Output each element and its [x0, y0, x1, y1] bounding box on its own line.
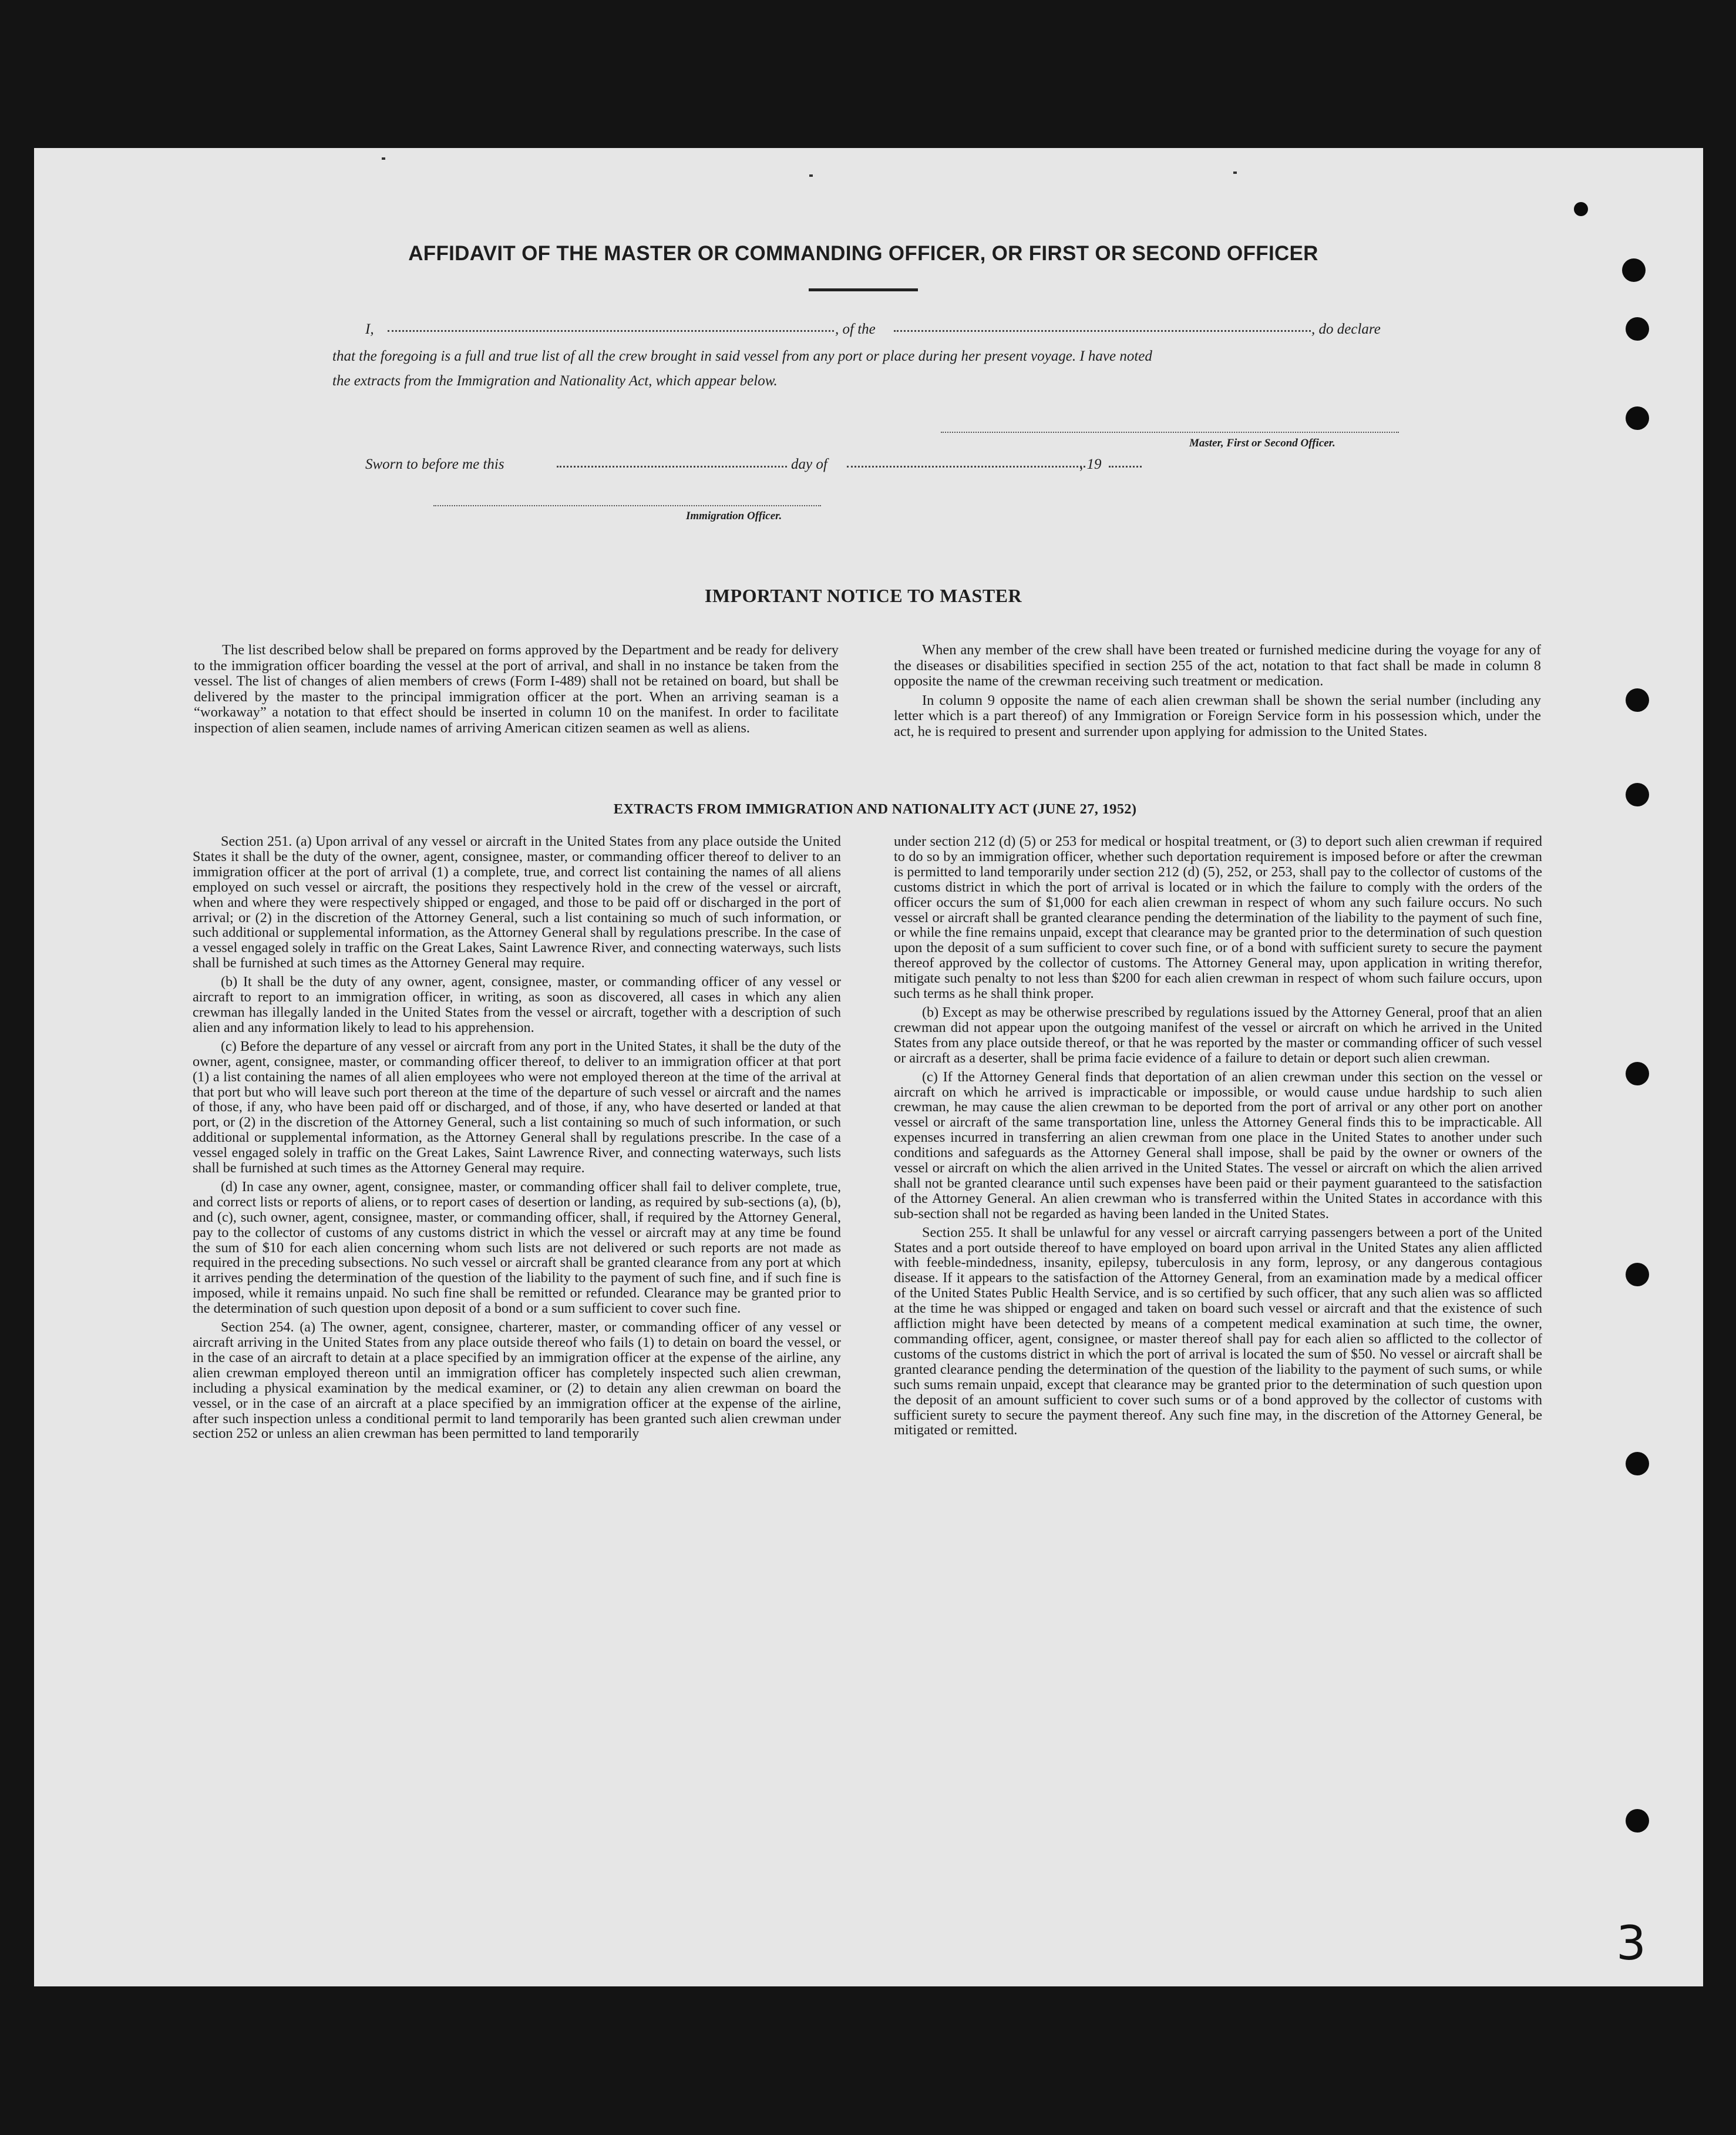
punch-hole [1626, 1809, 1649, 1833]
section-254-c: (c) If the Attorney General finds that deportation of an alien crewman under this section on the vessel or aircraft on which he arrived is impracticable or impossible, or would cause undue hardship to such alien crewman, he may cause the alien crewman to be deported from the port of arrival or any other port on another vessel or aircraft of the same transportation line, unless the Attorney General finds this to be impracticable. All expenses incurred in transferring an alien crewman from one place in the United States to another under such conditions and safeguards as the Attorney General shall impose, shall be paid by the owner or owners of the vessel or aircraft on which the alien arrived in the United States. The vessel or aircraft on which the alien arrived shall not be granted clearance until such expenses have been paid or their payment guaranteed to the satisfaction of the Attorney General. An alien crewman who is transferred within the United States in accordance with this sub-section shall not be regarded as having been landed in the United States. [894, 1068, 1542, 1222]
notice-right-text-1: When any member of the crew shall have been treated or furnished medicine during the voyage for any of the diseases or disabilities specified in section 255 of the act, notation to that fact shall be made in column 8 opposite the name of the crewman receiving such treatment or medication. [894, 642, 1541, 690]
master-signature-caption: Master, First or Second Officer. [1189, 437, 1335, 449]
extracts-title: EXTRACTS FROM IMMIGRATION AND NATIONALITY ACT (JUNE 27, 1952) [613, 801, 1137, 817]
extracts-right-column [894, 834, 1542, 1441]
section-251-d: (d) In case any owner, agent, consignee, master, or commanding officer shall fail to deliver complete, true, and correct lists or reports of aliens, or to report cases of desertion or landing, as required by sub-sections (a), (b), and (c), such owner, agent, consignee, master, or commanding officer, shall, if required by the Attorney General, pay to the collector of customs of any customs district in which the vessel or aircraft may at any time be found the sum of $10 for each alien concerning whom such lists are not delivered or such reports are not made as required in the preceding subsections. No such vessel or aircraft shall be granted clearance from any port at which it arrives pending the determination of the question of the liability to the payment of such fine, and if such fine is imposed, while it remains unpaid. No such fine shall be remitted or refunded. Clearance may be granted prior to the determination of such question upon deposit of a bond or a sum sufficient to cover such fine. [193, 1178, 841, 1317]
sworn-month-field[interactable] [847, 466, 1085, 468]
master-signature-line[interactable] [941, 432, 1399, 433]
affidavit-of-the-label: , of the [835, 321, 876, 337]
affidavit-declare-label: , do declare [1311, 321, 1381, 337]
section-251-b: (b) It shall be the duty of any owner, agent, consignee, master, or commanding officer of any vessel or aircraft to report to an immigration officer, in writing, as soon as discovered, all cases in which any alien crewman has illegally landed in the United States from the vessel or aircraft, together with a description of such alien and any information likely to lead to his apprehension. [193, 974, 841, 1035]
notice-left [194, 643, 839, 737]
title-rule [809, 288, 918, 291]
punch-hole [1622, 258, 1646, 282]
section-254-a: Section 254. (a) The owner, agent, consignee, charterer, master, or commanding officer of any vessel or aircraft arriving in the United States from any place outside thereof who fails (1) to detain on board the vessel, or in the case of an aircraft to detain at a place specified by an immigration officer at the expense of the airline, any alien crewman employed thereon until an immigration officer has completely inspected such alien crewman, including a physical examination by the medical examiner, or (2) to detain any alien crewman on board the vessel, or in the case of an aircraft at a place specified by an immigration officer at the expense of the airline, after such inspection unless a conditional permit to land temporarily has been granted such alien crewman under section 252 or unless an alien crewman has been permitted to land temporarily [193, 1319, 841, 1442]
sworn-prefix: Sworn to before me this [365, 456, 504, 472]
speck [1233, 172, 1237, 174]
section-251-c: (c) Before the departure of any vessel or aircraft from any port in the United States, it shall be the duty of the owner, agent, consignee, master, or commanding officer thereof, to deliver to an immigration officer at that port (1) a list containing the names of all alien employees who were not employed thereon at the time of the arrival at that port but who will leave such port thereon at the time of the departure of such vessel or aircraft and the names of those, if any, who have been paid off or discharged, and of those, if any, who have deserted or landed at that port, or (2) in the discretion of the Attorney General, such a list containing so much of such information, or such additional or supplemental information, as the Attorney General shall by regulations prescribe. In the case of a vessel engaged solely in traffic on the Great Lakes, Saint Lawrence River, and connecting waterways, such lists shall be furnished at such times as the Attorney General may require. [193, 1038, 841, 1176]
notice-left-text: The list described below shall be prepared on forms approved by the Department and be ready for delivery to the immigration officer boarding the vessel at the port of arrival, and shall in no instance be taken from the vessel. The list of changes of alien members of crews (Form I-489) shall not be retained on board, but shall be delivered by the master to the principal immigration officer at the port. When an arriving seaman is a “workaway” a notation to that effect should be inserted in column 10 on the manifest. In order to facilitate inspection of alien seamen, include names of arriving American citizen seamen as well as aliens. [194, 642, 839, 736]
immigration-officer-caption: Immigration Officer. [686, 510, 782, 522]
section-254-b: (b) Except as may be otherwise prescribed by regulations issued by the Attorney General, proof that an alien crewman did not appear upon the outgoing manifest of the vessel or aircraft on which he arrived in the United States from any place outside thereof, or that he was reported by the master or commanding officer of such vessel or aircraft as a deserter, shall be prima facie evidence of a failure to detain or deport such alien crewman. [894, 1004, 1542, 1066]
sworn-day-field[interactable] [557, 466, 787, 468]
speck [809, 174, 813, 177]
speck [382, 157, 385, 160]
punch-hole [1626, 783, 1649, 806]
sworn-year-field[interactable] [1109, 466, 1142, 468]
section-255: Section 255. It shall be unlawful for any vessel or aircraft carrying passengers between a port of the United States and a port outside thereof to have employed on board upon arrival in the United States any alien afflicted with feeble-mindedness, insanity, epilepsy, tuberculosis in any form, leprosy, or any dangerous contagious disease. If it appears to the satisfaction of the Attorney General, from an examination made by a medical officer of the United States Public Health Service, and is so certified by such officer, that any such alien was so afflicted at the time he was shipped or engaged and taken on board such vessel or aircraft and that the existence of such affliction might have been detected by means of a competent medical examination at such time, the owner, commanding officer, agent, consignee, or master thereof shall pay for each alien so afflicted to the collector of customs of the customs district in which the port of arrival is located the sum of $50. No vessel or aircraft shall be granted clearance pending the determination of the question of the liability to the payment of such sums, or while such sums remain unpaid, except that clearance may be granted prior to the determination of such question upon the deposit of an amount sufficient to cover such sums or of a bond approved by the collector of customs with sufficient surety to secure the payment thereof. Any such fine may, in the discretion of the Attorney General, be mitigated or remitted. [894, 1224, 1542, 1438]
extracts-left-column [193, 834, 841, 1445]
punch-hole [1626, 317, 1649, 341]
affidavit-i-label: I, [365, 321, 374, 337]
section-251-a: Section 251. (a) Upon arrival of any vessel or aircraft in the United States from any place outside the United States it shall be the duty of the owner, agent, consignee, master, or commanding officer thereof to deliver to an immigration officer at the port of arrival (1) a complete, true, and correct list containing the names of all aliens employed on such vessel or aircraft, the positions they respectively hold in the crew of the vessel or aircraft, when and where they were respectively shipped or engaged, and those to be paid off or discharged in the port of arrival; or (2) in the discretion of the Attorney General, such a list containing so much of such information, or such additional or supplemental information, as the Attorney General shall by regulations prescribe. In the case of a vessel engaged solely in traffic on the Great Lakes, Saint Lawrence River, and connecting waterways, such lists shall be furnished at such times as the Attorney General may require. [193, 833, 841, 971]
punch-hole [1626, 1452, 1649, 1475]
affidavit-title: AFFIDAVIT OF THE MASTER OR COMMANDING OFFICER, OR FIRST OR SECOND OFFICER [408, 242, 1318, 265]
vessel-field[interactable] [894, 330, 1311, 332]
punch-hole [1626, 688, 1649, 712]
affidavit-statement-line-1: that the foregoing is a full and true list of all the crew brought in said vessel from any port or place during her present voyage. I have noted [332, 348, 1152, 364]
name-field[interactable] [388, 330, 834, 332]
notice-title: IMPORTANT NOTICE TO MASTER [704, 585, 1022, 606]
punch-hole [1626, 406, 1649, 430]
affidavit-statement-line-2: the extracts from the Immigration and Nationality Act, which appear below. [332, 373, 778, 389]
sworn-year-label: , 19 [1079, 456, 1102, 472]
sworn-day-of-label: day of [791, 456, 827, 472]
notice-right [894, 643, 1541, 740]
handwritten-page-number: 3 [1616, 1916, 1646, 1971]
notice-right-text-2: In column 9 opposite the name of each alien crewman shall be shown the serial number (including any letter which is a part thereof) of any Immigration or Foreign Service form in his possession which, under the act, he is required to present and surrender upon applying for admission to the United States. [894, 692, 1541, 739]
immigration-officer-signature-line[interactable] [433, 505, 821, 506]
punch-hole [1574, 202, 1588, 216]
section-254-a-cont: under section 212 (d) (5) or 253 for medical or hospital treatment, or (3) to deport such alien crewman if required to do so by an immigration officer, whether such deportation requirement is imposed before or after the crewman is permitted to land temporarily under section 212 (d) (5), 252, or 253, shall pay to the collector of customs of the customs district in which the port of arrival is located or in which the failure to comply with the orders of the officer occurs the sum of $1,000 for each alien crewman in respect of whom any such failure occurs. No such vessel or aircraft shall be granted clearance pending the determination of the liability to the payment of such fine, or while the fine remains unpaid, except that clearance may be granted prior to the determination of such question upon the deposit of a sum sufficient to cover such fine, or of a bond with sufficient surety to secure the payment thereof approved by the collector of customs. The Attorney General may, upon application in writing therefor, mitigate such penalty to not less than $200 for each alien crewman in respect of whom such failure occurs, upon such terms as he shall think proper. [894, 833, 1542, 1002]
punch-hole [1626, 1062, 1649, 1085]
punch-hole [1626, 1263, 1649, 1286]
